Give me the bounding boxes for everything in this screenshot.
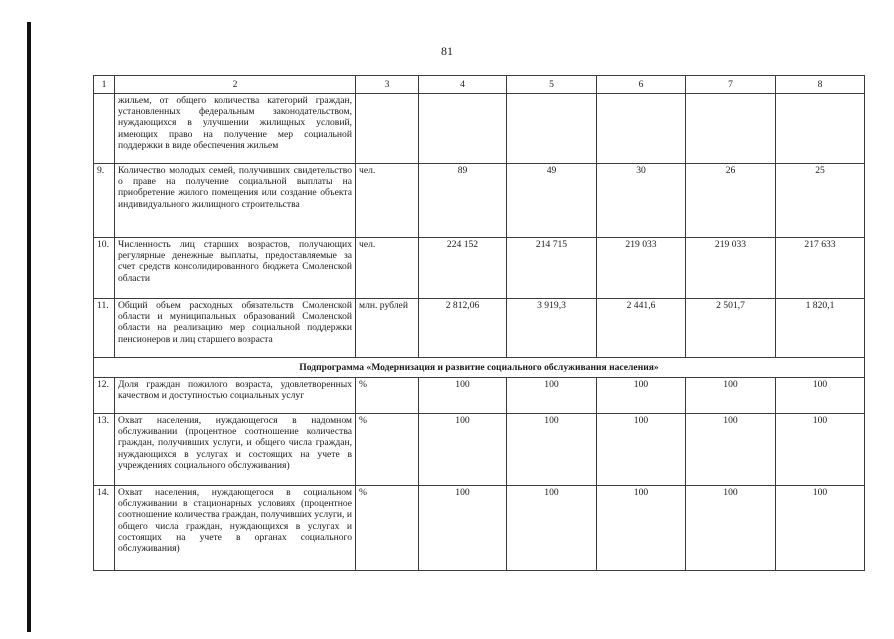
- table-header-row: [94, 76, 865, 94]
- value-cell: 100: [597, 486, 686, 571]
- row-number: 9.: [94, 164, 115, 238]
- table-row: [94, 238, 865, 299]
- value-cell: 25: [776, 164, 865, 238]
- value-cell: 100: [686, 414, 776, 486]
- value-cell: 89: [419, 164, 507, 238]
- column-header: 5: [507, 76, 597, 94]
- unit-cell: млн. рублей: [356, 299, 419, 358]
- value-cell: 100: [419, 378, 507, 414]
- value-cell: 100: [507, 378, 597, 414]
- column-header: 6: [597, 76, 686, 94]
- value-cell: 2 441,6: [597, 299, 686, 358]
- unit-cell: %: [356, 414, 419, 486]
- column-header: 4: [419, 76, 507, 94]
- table-row: [94, 94, 865, 164]
- indicators-table: [93, 75, 865, 571]
- table-row: [94, 299, 865, 358]
- scan-edge-mark: [27, 22, 31, 632]
- value-cell: [686, 94, 776, 164]
- value-cell: 100: [776, 378, 865, 414]
- indicator-name: жильем, от общего количества категорий граждан, установленных федеральным законодательством, нуждающихся в улучшении жилищных условий, имеющих право на получение мер социальной поддержки в виде обеспечения жильем: [115, 94, 356, 164]
- value-cell: 100: [686, 378, 776, 414]
- column-header: 7: [686, 76, 776, 94]
- unit-cell: [356, 94, 419, 164]
- value-cell: [597, 94, 686, 164]
- table-row: [94, 486, 865, 571]
- value-cell: 100: [419, 486, 507, 571]
- value-cell: 1 820,1: [776, 299, 865, 358]
- value-cell: 100: [597, 378, 686, 414]
- value-cell: 49: [507, 164, 597, 238]
- column-header: 3: [356, 76, 419, 94]
- value-cell: 100: [776, 414, 865, 486]
- value-cell: 217 633: [776, 238, 865, 299]
- unit-cell: чел.: [356, 164, 419, 238]
- value-cell: 100: [686, 486, 776, 571]
- row-number: 11.: [94, 299, 115, 358]
- indicator-name: Доля граждан пожилого возраста, удовлетворенных качеством и доступностью социальных услуг: [115, 378, 356, 414]
- value-cell: 100: [507, 414, 597, 486]
- unit-cell: чел.: [356, 238, 419, 299]
- section-title: Подпрограмма «Модернизация и развитие социального обслуживания населения»: [94, 358, 865, 378]
- value-cell: 224 152: [419, 238, 507, 299]
- row-number: 13.: [94, 414, 115, 486]
- unit-cell: %: [356, 486, 419, 571]
- value-cell: 26: [686, 164, 776, 238]
- table-row: [94, 164, 865, 238]
- value-cell: 100: [597, 414, 686, 486]
- indicator-name: Охват населения, нуждающегося в социальном обслуживании в стационарных условиях (процентное соотношение количества граждан, получивших услуги, и общего числа граждан, нуждающихся в услугах и состоящих на учете в органах социального обслуживания): [115, 486, 356, 571]
- value-cell: [776, 94, 865, 164]
- indicator-name: Охват населения, нуждающегося в надомном обслуживании (процентное соотношение количества граждан, получивших услуги, и общего числа граждан, нуждающихся в услугах и состоящих на учете в учреждениях социального обслуживания): [115, 414, 356, 486]
- table-row: [94, 378, 865, 414]
- value-cell: 2 812,06: [419, 299, 507, 358]
- column-header: 2: [115, 76, 356, 94]
- value-cell: 100: [419, 414, 507, 486]
- value-cell: [419, 94, 507, 164]
- value-cell: 214 715: [507, 238, 597, 299]
- value-cell: 100: [776, 486, 865, 571]
- value-cell: 2 501,7: [686, 299, 776, 358]
- unit-cell: %: [356, 378, 419, 414]
- table-row: [94, 414, 865, 486]
- indicator-name: Численность лиц старших возрастов, получающих регулярные денежные выплаты, предоставляемые за счет средств консолидированного бюджета Смоленской области: [115, 238, 356, 299]
- value-cell: 100: [507, 486, 597, 571]
- value-cell: 3 919,3: [507, 299, 597, 358]
- page-number: 81: [441, 44, 453, 58]
- value-cell: 219 033: [597, 238, 686, 299]
- row-number: 10.: [94, 238, 115, 299]
- value-cell: [507, 94, 597, 164]
- row-number: [94, 94, 115, 164]
- indicator-name: Общий объем расходных обязательств Смоленской области и муниципальных образований Смоленской области на реализацию мер социальной поддержки пенсионеров и лиц старшего возраста: [115, 299, 356, 358]
- value-cell: 30: [597, 164, 686, 238]
- column-header: 1: [94, 76, 115, 94]
- row-number: 12.: [94, 378, 115, 414]
- section-row: [94, 358, 865, 378]
- indicator-name: Количество молодых семей, получивших свидетельство о праве на получение социальной выплаты на приобретение жилого помещения или создание объекта индивидуального жилищного строительства: [115, 164, 356, 238]
- column-header: 8: [776, 76, 865, 94]
- value-cell: 219 033: [686, 238, 776, 299]
- row-number: 14.: [94, 486, 115, 571]
